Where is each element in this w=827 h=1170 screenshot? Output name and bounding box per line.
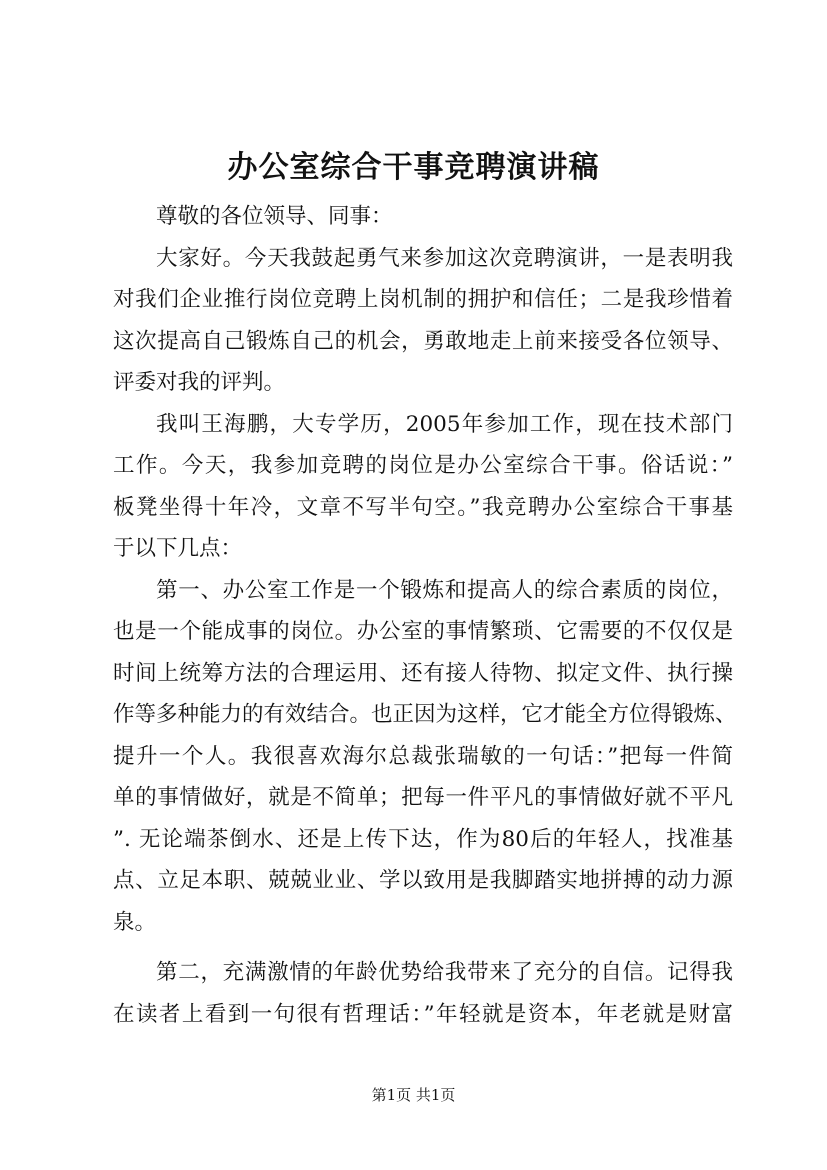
paragraph-1-line-1: 大家好。今天我鼓起勇气来参加这次竞聘演讲，一是表明我 (156, 245, 733, 271)
paragraph-2-line-1: 我叫王海鹏，大专学历，2005年参加工作，现在技术部门 (156, 411, 733, 437)
paragraph-3-line-4: 作等多种能力的有效结合。也正因为这样，它才能全方位得锻炼、 (113, 702, 737, 727)
paragraph-3-line-1: 第一、办公室工作是一个锻炼和提高人的综合素质的岗位， (156, 577, 733, 603)
page-footer: 第1页 共1页 (371, 1086, 456, 1104)
paragraph-4-line-1: 第二，充满激情的年龄优势给我带来了充分的自信。记得我 (156, 960, 733, 985)
paragraph-3-line-5: 提升一个人。我很喜欢海尔总裁张瑞敏的一句话：”把每一件简 (113, 743, 733, 769)
paragraph-3-line-3: 时间上统筹方法的合理运用、还有接人待物、拟定文件、执行操 (113, 660, 733, 686)
paragraph-1-line-4: 评委对我的评判。 (113, 370, 286, 395)
paragraph-4-line-2: 在读者上看到一句很有哲理话：”年轻就是资本，年老就是财富 (113, 1001, 733, 1027)
paragraph-3-line-6: 单的事情做好，就是不简单；把每一件平凡的事情做好就不平凡 (113, 785, 733, 810)
document-title: 办公室综合干事竞聘演讲稿 (227, 150, 600, 185)
paragraph-3-line-7: ”. 无论端茶倒水、还是上传下达，作为80后的年轻人，找准基 (113, 826, 733, 852)
paragraph-1-line-2: 对我们企业推行岗位竞聘上岗机制的拥护和信任；二是我珍惜着 (113, 287, 733, 312)
paragraph-spacer (113, 943, 733, 952)
paragraph-2-line-2: 工作。今天，我参加竞聘的岗位是办公室综合干事。俗话说：” (113, 453, 733, 478)
paragraph-2-line-4: 于以下几点： (113, 536, 243, 561)
paragraph-1-line-3: 这次提高自己锻炼自己的机会，勇敢地走上前来接受各位领导、 (113, 328, 733, 354)
paragraph-3-line-2: 也是一个能成事的岗位。办公室的事情繁琐、它需要的不仅仅是 (113, 619, 733, 644)
paragraph-2-line-3: 板凳坐得十年冷，文章不写半句空。”我竞聘办公室综合干事基 (113, 494, 733, 520)
document-body (113, 196, 737, 1035)
paragraph-3-line-8: 点、立足本职、兢兢业业、学以致用是我脚踏实地拼搏的动力源 (113, 868, 733, 893)
paragraph-3-line-9: 泉。 (113, 909, 157, 935)
salutation: 尊敬的各位领导、同事： (156, 204, 393, 229)
